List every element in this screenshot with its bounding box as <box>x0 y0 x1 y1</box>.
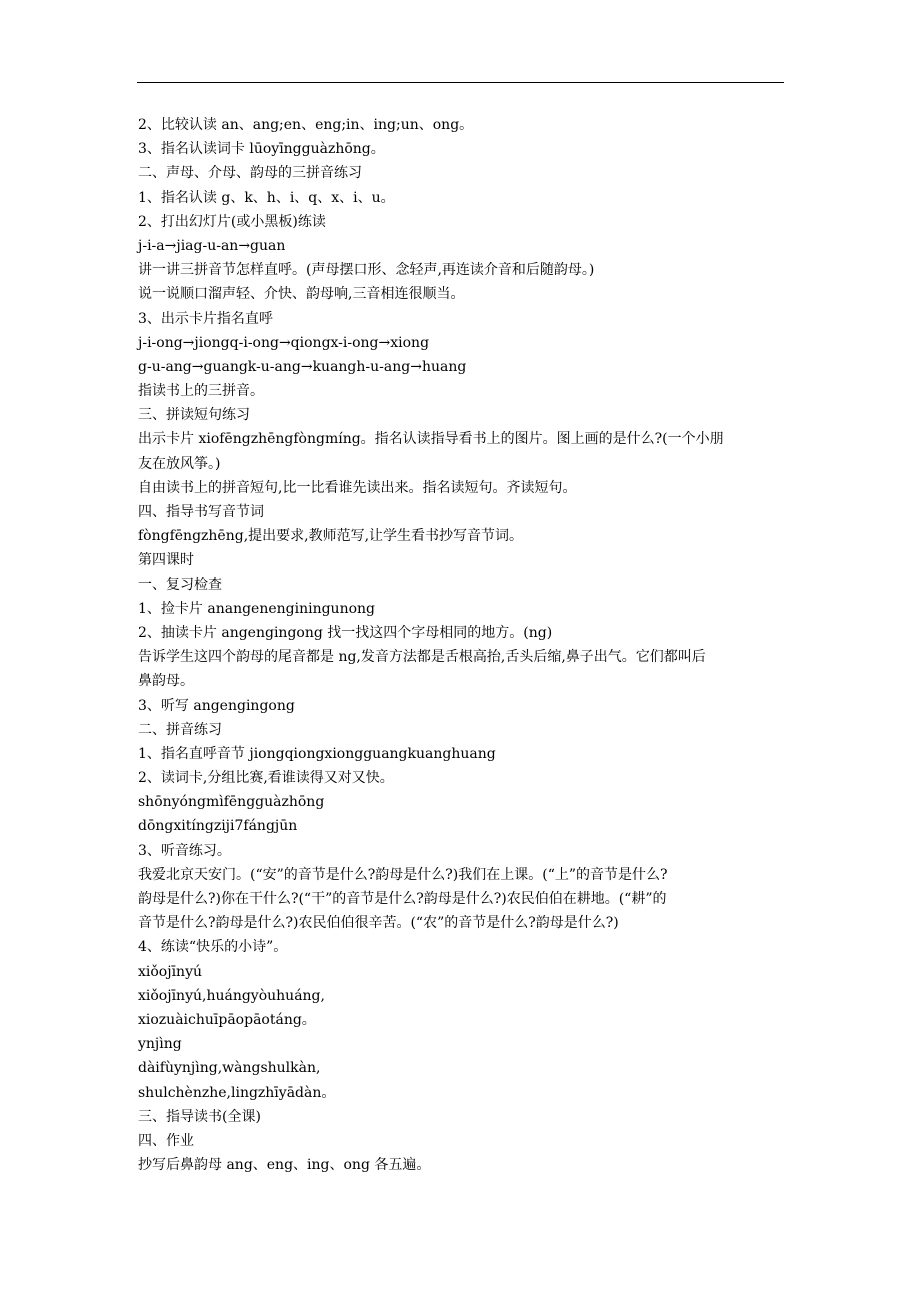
document-line: xiǒojīnyú <box>138 963 202 980</box>
document-line: shulchènzhe,lingzhīyādàn。 <box>138 1084 336 1101</box>
document-line: 2、比较认读 an、ang;en、eng;in、ing;un、ong。 <box>138 117 474 133</box>
document-line: g-u-ang→guangk-u-ang→kuangh-u-ang→huang <box>138 358 467 375</box>
document-line: 鼻韵母。 <box>138 673 194 690</box>
document-line: 我爱北京天安门。(“安”的音节是什么?韵母是什么?)我们在上课。(“上”的音节是什么? <box>138 866 668 883</box>
document-line: 2、抽读卡片 angengingong 找一找这四个字母相同的地方。(ng) <box>138 624 553 641</box>
document-line: 3、听音练习。 <box>138 842 231 859</box>
document-line: 四、指导书写音节词 <box>138 504 264 520</box>
document-line: 抄写后鼻韵母 ang、eng、ing、ong 各五遍。 <box>138 1157 431 1174</box>
document-line: 2、读词卡,分组比赛,看谁读得又对又快。 <box>138 770 394 787</box>
document-line: 1、捡卡片 anangenenginingunong <box>138 600 376 617</box>
document-line: 指读书上的三拼音。 <box>138 383 264 400</box>
document-line: 一、复习检查 <box>138 576 222 593</box>
document-line: 3、出示卡片指名直呼 <box>138 310 273 327</box>
document-line: xiǒojīnyú,huángyòuhuáng, <box>138 987 325 1004</box>
document-line: fòngfēngzhēng,提出要求,教师范写,让学生看书抄写音节词。 <box>138 528 524 545</box>
document-line: 韵母是什么?)你在干什么?(“干”的音节是什么?韵母是什么?)农民伯伯在耕地。(“耕”的 <box>138 891 667 907</box>
document-line: j-i-a→jiag-u-an→guan <box>138 237 286 254</box>
document-line: 1、指名认读 g、k、h、i、q、x、i、u。 <box>138 189 395 206</box>
document-line: 1、指名直呼音节 jiongqiongxiongguangkuanghuang <box>138 745 496 762</box>
document-line: dàifùynjìng,wàngshulkàn, <box>138 1060 321 1077</box>
header-rule <box>137 82 784 83</box>
document-line: 3、指名认读词卡 lūoyīngguàzhōng。 <box>138 141 385 158</box>
document-line: j-i-ong→jiongq-i-ong→qiongx-i-ong→xiong <box>138 334 430 351</box>
document-line: 3、听写 angengingong <box>138 697 295 714</box>
document-line: shōnyóngmìfēngguàzhōng <box>138 794 325 811</box>
document-line: 出示卡片 xiofēngzhēngfòngmíng。指名认读指导看书上的图片。图上画的是什么?(一个小朋 <box>138 431 724 448</box>
document-line: 告诉学生这四个韵母的尾音都是 ng,发音方法都是舌根高抬,舌头后缩,鼻子出气。它们都叫后 <box>138 649 706 666</box>
document-line: 说一说顺口溜声轻、介快、韵母响,三音相连很顺当。 <box>138 286 465 303</box>
document-line: 四、作业 <box>138 1132 194 1149</box>
document-line: 音节是什么?韵母是什么?)农民伯伯很辛苦。(“农”的音节是什么?韵母是什么?) <box>138 915 619 932</box>
document-line: 自由读书上的拼音短句,比一比看谁先读出来。指名读短句。齐读短句。 <box>138 479 577 496</box>
document-line: 二、声母、介母、韵母的三拼音练习 <box>138 165 362 182</box>
document-line: 4、练读“快乐的小诗”。 <box>138 939 288 956</box>
document-line: dōngxitíngziji7fángjūn <box>138 818 298 835</box>
document-line: 第四课时 <box>138 552 194 569</box>
document-line: ynjìng <box>138 1036 182 1053</box>
document-line: 三、指导读书(全课) <box>138 1108 261 1125</box>
document-line: 讲一讲三拼音节怎样直呼。(声母摆口形、念轻声,再连读介音和后随韵母。) <box>138 262 595 279</box>
document-line: 友在放风筝。) <box>138 455 221 472</box>
document-line: xiozuàichuīpāopāotáng。 <box>138 1011 316 1028</box>
document-body <box>138 113 788 1177</box>
document-line: 2、打出幻灯片(或小黑板)练读 <box>138 213 326 230</box>
document-line: 二、拼音练习 <box>138 721 222 738</box>
document-line: 三、拼读短句练习 <box>138 407 250 424</box>
